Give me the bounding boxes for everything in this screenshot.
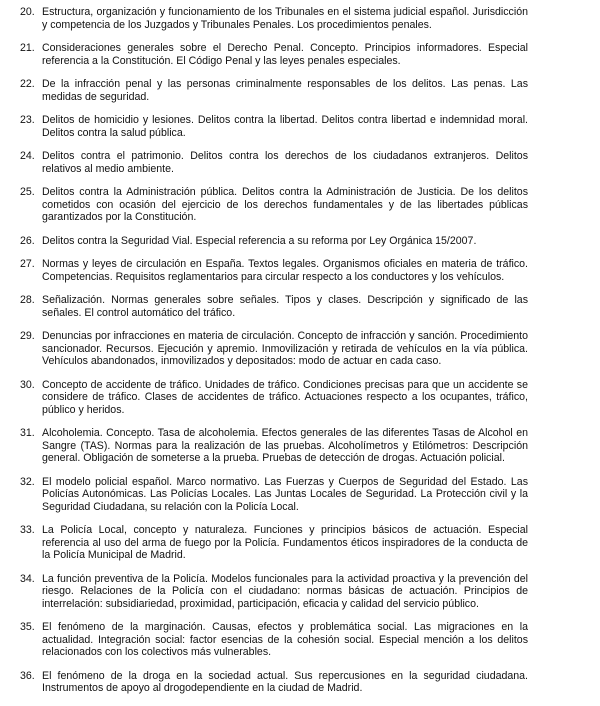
- topic-number: 27.: [20, 258, 35, 270]
- topic-item: [0, 670, 600, 695]
- topic-item: [0, 235, 600, 248]
- topic-number: 30.: [20, 378, 35, 391]
- topic-item: [0, 114, 600, 139]
- topic-number: 24.: [20, 150, 35, 162]
- topic-number: 35.: [20, 621, 35, 633]
- topic-text: Denuncias por infracciones en materia de circulación. Concepto de infracción y sanción. Procedimiento sancionador. Recursos. Ejecución y apremio. Inmovilización y retirada de vehículos en la vía pública. Vehículos abandonados, inmovilizados y depositados: modo de actuar en cada caso.: [42, 330, 528, 367]
- topic-item: [0, 6, 600, 31]
- topic-item: [0, 150, 600, 175]
- topic-text: Delitos contra la Seguridad Vial. Especial referencia a su reforma por Ley Orgánica 15/2007.: [42, 234, 477, 247]
- topic-item: [0, 294, 600, 319]
- topic-number: 25.: [20, 186, 35, 198]
- topic-number: 26.: [20, 234, 35, 247]
- topic-text: Señalización. Normas generales sobre señales. Tipos y clases. Descripción y significado de las señales. El control automático del tráfico.: [42, 294, 528, 319]
- topic-text: De la infracción penal y las personas criminalmente responsables de los delitos. Las penas. Las medidas de seguridad.: [42, 78, 528, 103]
- topic-item: [0, 330, 600, 368]
- topic-text: Consideraciones generales sobre el Derecho Penal. Concepto. Principios informadores. Especial referencia a la Constitución. El Código Penal y las leyes penales especiales.: [42, 42, 528, 67]
- topic-number: 32.: [20, 475, 35, 488]
- topic-item: [0, 258, 600, 283]
- topic-number: 23.: [20, 114, 35, 126]
- topic-number: 34.: [20, 572, 35, 585]
- topic-text: Alcoholemia. Concepto. Tasa de alcoholemia. Efectos generales de las diferentes Tasas de Alcohol en Sangre (TAS). Normas para la realización de las pruebas. Alcoholímetros y Etilómetros: Descripción general. Obligación de someterse a la prueba. Pruebas de detección de drogas. Actuación policial.: [42, 427, 528, 464]
- topic-text: La función preventiva de la Policía. Modelos funcionales para la actividad proactiva y la prevención del riesgo. Relaciones de la Policía con el ciudadano: normas básicas de actuación. Principios de interrelación: subsidiariedad, proximidad, participación, eficacia y calidad del servicio público.: [42, 572, 528, 610]
- topic-item: [0, 573, 600, 611]
- topic-number: 22.: [20, 78, 35, 90]
- topic-text: Concepto de accidente de tráfico. Unidades de tráfico. Condiciones precisas para que un accidente se considere de tráfico. Clases de accidentes de tráfico. Actuaciones respecto a los ocupantes, tráfico, público y heridos.: [42, 378, 528, 416]
- topic-item: [0, 621, 600, 659]
- topic-item: [0, 476, 600, 514]
- topic-number: 36.: [20, 669, 35, 682]
- topic-item: [0, 524, 600, 562]
- topic-text: Normas y leyes de circulación en España. Textos legales. Organismos oficiales en materia de tráfico. Competencias. Requisitos reglamentarios para circular respecto a los conductores y los vehículos.: [42, 258, 528, 283]
- topic-number: 28.: [20, 294, 35, 306]
- topic-item: [0, 186, 600, 224]
- topic-text: El fenómeno de la droga en la sociedad actual. Sus repercusiones en la seguridad ciudadana. Instrumentos de apoyo al drogodependiente en la ciudad de Madrid.: [42, 669, 528, 694]
- topic-number: 20.: [20, 6, 35, 18]
- topic-number: 33.: [20, 524, 35, 536]
- topic-list: [0, 6, 600, 706]
- topic-text: Delitos de homicidio y lesiones. Delitos contra la libertad. Delitos contra libertad e indemnidad moral. Delitos contra la salud pública.: [42, 114, 528, 139]
- topic-text: Delitos contra la Administración pública. Delitos contra la Administración de Justicia. De los delitos cometidos con ocasión del ejercicio de los derechos fundamentales y de las libertades públicas garantizados por la Constitución.: [42, 186, 528, 223]
- topic-item: [0, 42, 600, 67]
- topic-number: 31.: [20, 427, 35, 439]
- topic-number: 29.: [20, 330, 35, 342]
- topic-item: [0, 379, 600, 417]
- topic-text: Delitos contra el patrimonio. Delitos contra los derechos de los ciudadanos extranjeros. Delitos relativos al medio ambiente.: [42, 150, 528, 175]
- topic-text: La Policía Local, concepto y naturaleza. Funciones y principios básicos de actuación. Especial referencia al uso del arma de fuego por la Policía. Fundamentos éticos inspiradores de la conducta de la Policía Municipal de Madrid.: [42, 524, 528, 561]
- topic-text: El fenómeno de la marginación. Causas, efectos y problemática social. Las migraciones en la actualidad. Integración social: factor esencias de la cohesión social. Especial mención a los delitos relacionados con los colectivos más vulnerables.: [42, 621, 528, 658]
- topic-item: [0, 427, 600, 465]
- topic-number: 21.: [20, 42, 35, 54]
- topic-text: El modelo policial español. Marco normativo. Las Fuerzas y Cuerpos de Seguridad del Estado. Las Policías Autonómicas. Las Policías Locales. Las Juntas Locales de Seguridad. La Protección civil y la Seguridad Ciudadana, su relación con la Policía Local.: [42, 475, 528, 513]
- topic-item: [0, 78, 600, 103]
- topic-text: Estructura, organización y funcionamiento de los Tribunales en el sistema judicial español. Jurisdicción y competencia de los Juzgados y Tribunales Penales. Los procedimientos penales.: [42, 6, 528, 31]
